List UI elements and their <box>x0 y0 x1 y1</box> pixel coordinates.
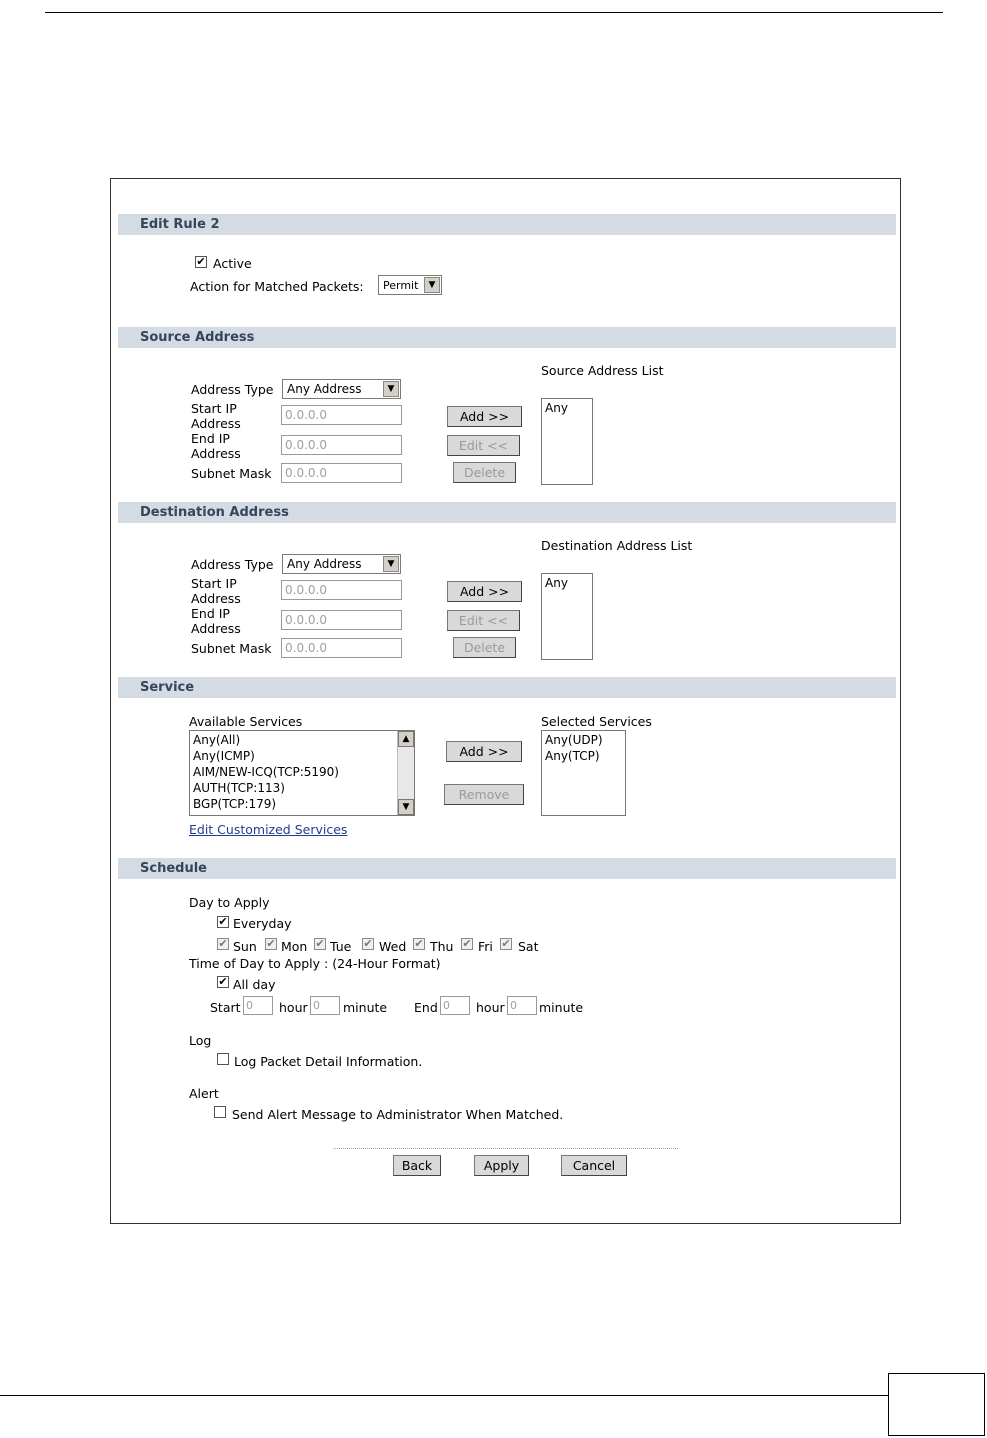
src-end-ip-label-2: Address <box>191 446 241 461</box>
services-scrollbar[interactable] <box>397 731 414 815</box>
dst-end-ip-label-2: Address <box>191 621 241 636</box>
mon-checkbox[interactable]: ✔ <box>266 937 276 950</box>
active-checkbox[interactable]: ✔ <box>196 255 206 268</box>
alert-checkbox[interactable] <box>214 1106 226 1118</box>
back-button[interactable]: Back <box>393 1155 441 1176</box>
fri-label: Fri <box>478 939 493 954</box>
start-minute-label: minute <box>343 1000 388 1015</box>
everyday-checkbox[interactable]: ✔ <box>218 915 228 928</box>
mon-label: Mon <box>281 939 308 954</box>
dst-address-type-value: Any Address <box>287 557 362 571</box>
dst-edit-button[interactable]: Edit << <box>447 610 520 631</box>
available-services-label: Available Services <box>189 714 303 729</box>
destination-address-heading: Destination Address <box>118 502 896 523</box>
list-item[interactable]: Any(TCP) <box>545 749 600 763</box>
action-select[interactable] <box>378 275 442 295</box>
end-label: End <box>414 1000 438 1015</box>
src-subnet-label: Subnet Mask <box>191 466 272 481</box>
edit-rule-heading: Edit Rule 2 <box>118 214 896 235</box>
alert-option-label: Send Alert Message to Administrator When Matched. <box>232 1107 564 1122</box>
src-edit-button[interactable]: Edit << <box>447 435 520 456</box>
source-address-heading: Source Address <box>118 327 896 348</box>
chevron-down-icon: ▼ <box>424 277 440 293</box>
end-hour-label: hour <box>476 1000 505 1015</box>
everyday-label: Everyday <box>233 916 292 931</box>
src-add-button[interactable]: Add >> <box>447 406 522 427</box>
dst-subnet-input[interactable]: 0.0.0.0 <box>281 638 402 658</box>
start-label: Start <box>210 1000 241 1015</box>
chevron-up-icon[interactable]: ▲ <box>398 731 414 747</box>
dst-start-ip-input[interactable]: 0.0.0.0 <box>281 580 402 600</box>
selected-services-label: Selected Services <box>541 714 652 729</box>
dst-address-type-select[interactable] <box>282 554 401 574</box>
page-bottom-rule <box>0 1395 888 1396</box>
destination-address-list[interactable] <box>541 573 593 660</box>
thu-label: Thu <box>430 939 454 954</box>
dst-subnet-label: Subnet Mask <box>191 641 272 656</box>
sat-checkbox[interactable]: ✔ <box>501 937 511 950</box>
time-of-day-label: Time of Day to Apply : (24-Hour Format) <box>189 956 441 971</box>
start-hour-input[interactable]: 0 <box>243 996 273 1015</box>
src-address-type-value: Any Address <box>287 382 362 396</box>
sun-label: Sun <box>233 939 257 954</box>
list-item[interactable]: Any <box>545 401 568 415</box>
dst-start-ip-label-2: Address <box>191 591 241 606</box>
list-item[interactable]: Any(UDP) <box>545 733 603 747</box>
list-item[interactable]: Any(All) <box>193 733 241 747</box>
source-list-label: Source Address List <box>541 363 664 378</box>
sat-label: Sat <box>518 939 539 954</box>
sun-checkbox[interactable]: ✔ <box>218 937 228 950</box>
tue-label: Tue <box>330 939 352 954</box>
page-top-rule <box>45 12 943 13</box>
list-item[interactable]: Any <box>545 576 568 590</box>
selected-services-list[interactable] <box>541 730 626 816</box>
end-minute-input[interactable]: 0 <box>507 996 537 1015</box>
all-day-checkbox[interactable]: ✔ <box>218 975 228 988</box>
day-to-apply-label: Day to Apply <box>189 895 270 910</box>
edit-customized-services-link[interactable]: Edit Customized Services <box>189 822 348 837</box>
service-heading: Service <box>118 677 896 698</box>
wed-label: Wed <box>379 939 407 954</box>
action-label: Action for Matched Packets: <box>190 279 364 294</box>
service-remove-button[interactable]: Remove <box>444 784 524 805</box>
dst-add-button[interactable]: Add >> <box>447 581 522 602</box>
src-subnet-input[interactable]: 0.0.0.0 <box>281 463 402 483</box>
log-option-label: Log Packet Detail Information. <box>234 1054 423 1069</box>
action-value: Permit <box>383 279 419 292</box>
all-day-label: All day <box>233 977 276 992</box>
service-add-button[interactable]: Add >> <box>446 741 522 762</box>
apply-button[interactable]: Apply <box>474 1155 529 1176</box>
dst-start-ip-label: Start IP <box>191 576 237 591</box>
src-end-ip-label: End IP <box>191 431 230 446</box>
start-hour-label: hour <box>279 1000 308 1015</box>
list-item[interactable]: AIM/NEW-ICQ(TCP:5190) <box>193 765 339 779</box>
dst-end-ip-label: End IP <box>191 606 230 621</box>
edit-rule-panel <box>110 178 901 1224</box>
src-address-type-label: Address Type <box>191 382 274 397</box>
list-item[interactable]: BGP(TCP:179) <box>193 797 277 811</box>
chevron-down-icon: ▼ <box>383 556 399 572</box>
src-start-ip-label: Start IP <box>191 401 237 416</box>
start-minute-input[interactable]: 0 <box>310 996 340 1015</box>
src-start-ip-label-2: Address <box>191 416 241 431</box>
log-label: Log <box>189 1033 212 1048</box>
src-delete-button[interactable]: Delete <box>453 462 516 483</box>
tue-checkbox[interactable]: ✔ <box>315 937 325 950</box>
end-hour-input[interactable]: 0 <box>440 996 470 1015</box>
wed-checkbox[interactable]: ✔ <box>363 937 373 950</box>
list-item[interactable]: Any(ICMP) <box>193 749 255 763</box>
schedule-heading: Schedule <box>118 858 896 879</box>
fri-checkbox[interactable]: ✔ <box>462 937 472 950</box>
alert-label: Alert <box>189 1086 219 1101</box>
available-services-list[interactable] <box>189 730 415 816</box>
log-checkbox[interactable] <box>217 1053 229 1065</box>
thu-checkbox[interactable]: ✔ <box>414 937 424 950</box>
source-address-list[interactable] <box>541 398 593 485</box>
page-number-box <box>888 1373 985 1436</box>
active-label: Active <box>213 256 252 271</box>
src-end-ip-input[interactable]: 0.0.0.0 <box>281 435 402 455</box>
dst-delete-button[interactable]: Delete <box>453 637 516 658</box>
destination-list-label: Destination Address List <box>541 538 693 553</box>
end-minute-label: minute <box>539 1000 584 1015</box>
list-item[interactable]: AUTH(TCP:113) <box>193 781 285 795</box>
chevron-down-icon[interactable]: ▼ <box>398 799 414 815</box>
src-start-ip-input[interactable]: 0.0.0.0 <box>281 405 402 425</box>
dst-address-type-label: Address Type <box>191 557 274 572</box>
dst-end-ip-input[interactable]: 0.0.0.0 <box>281 610 402 630</box>
src-address-type-select[interactable] <box>282 379 401 399</box>
chevron-down-icon: ▼ <box>383 381 399 397</box>
cancel-button[interactable]: Cancel <box>561 1155 627 1176</box>
divider <box>333 1148 678 1149</box>
